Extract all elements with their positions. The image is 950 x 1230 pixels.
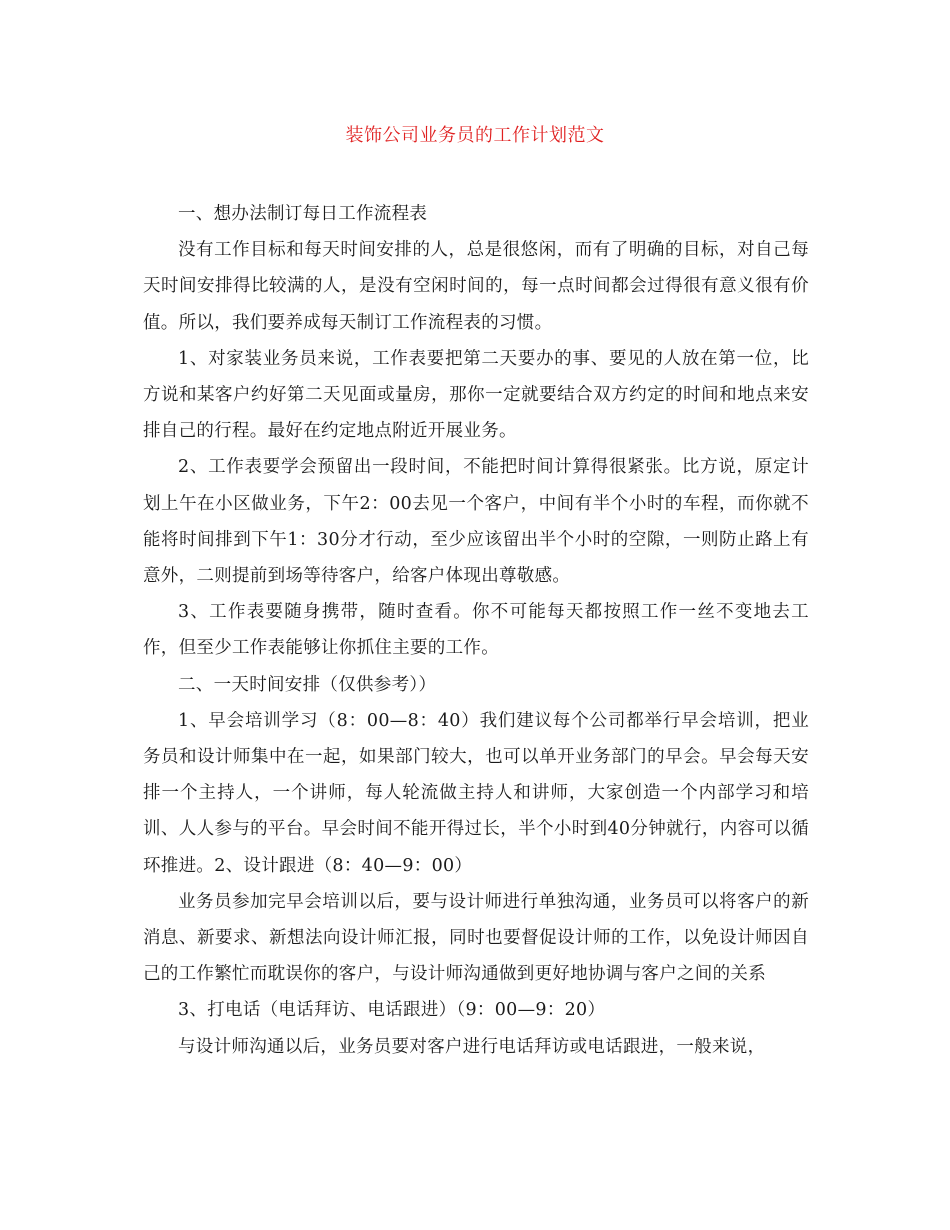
paragraph: 3、工作表要随身携带，随时查看。你不可能每天都按照工作一丝不变地去工作，但至少工作表能够让你抓住主要的工作。 — [143, 602, 809, 659]
section-heading: 二、一天时间安排（仅供参考）） — [178, 674, 437, 695]
paragraph: 3、打电话（电话拜访、电话跟进）（9：00—9：20） — [178, 1000, 606, 1021]
paragraph: 业务员参加完早会培训以后，要与设计师进行单独沟通，业务员可以将客户的新消息、新要求、新想法向设计师汇报，同时也要督促设计师的工作，以免设计师因自己的工作繁忙而耽误你的客户，与设计师沟通做到更好地协调与客户之间的关系 — [143, 891, 809, 985]
paragraph: 1、对家装业务员来说，工作表要把第二天要办的事、要见的人放在第一位，比方说和某客户约好第二天见面或量房，那你一定就要结合双方约定的时间和地点来安排自己的行程。最好在约定地点附近开展业务。 — [143, 348, 809, 442]
section-heading: 一、想办法制订每日工作流程表 — [178, 204, 428, 224]
paragraph: 1、早会培训学习（8：00—8：40）我们建议每个公司都举行早会培训，把业务员和设计师集中在一起，如果部门较大，也可以单开业务部门的早会。早会每天安排一个主持人，一个讲师，每人轮流做主持人和讲师，大家创造一个内部学习和培训、人人参与的平台。早会时间不能开得过长，半个小时到40分钟就行，内容可以循环推进。2、设计跟进（8：40—9：00） — [143, 710, 809, 876]
document-title: 装饰公司业务员的工作计划范文 — [345, 125, 605, 146]
paragraph: 2、工作表要学会预留出一段时间，不能把时间计算得很紧张。比方说，原定计划上午在小区做业务，下午2：00去见一个客户，中间有半个小时的车程，而你就不能将时间排到下午1：30分才行动，至少应该留出半个小时的空隙，一则防止路上有意外，二则提前到场等待客户，给客户体现出尊敬感。 — [143, 457, 809, 587]
document-body — [143, 196, 809, 1065]
paragraph: 没有工作目标和每天时间安排的人，总是很悠闲，而有了明确的目标，对自己每天时间安排得比较满的人，是没有空闲时间的，每一点时间都会过得很有意义很有价值。所以，我们要养成每天制订工作流程表的习惯。 — [143, 240, 809, 333]
paragraph: 与设计师沟通以后，业务员要对客户进行电话拜访或电话跟进，一般来说， — [178, 1036, 766, 1057]
